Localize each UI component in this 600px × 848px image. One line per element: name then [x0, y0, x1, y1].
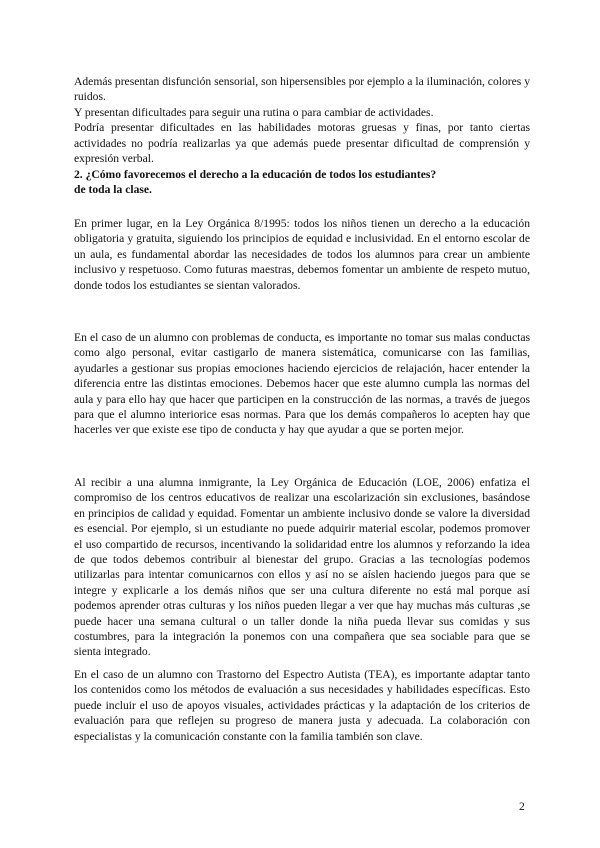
intro-section [74, 74, 530, 166]
section-heading [74, 167, 530, 198]
paragraph-text: Al recibir a una alumna inmigrante, la Ley Orgánica de Educación (LOE, 2006) enfatiza el compromiso de los centros educativos de realizar una escolarización sin exclusiones, basándose en principios de calidad y equidad. Fomentar un ambiente inclusivo donde se valore la diversidad es esencial. Por ejemplo, si un estudiante no puede adquirir material escolar, podemos promover el uso compartido de recursos, incentivando la solidaridad entre los alumnos y reforzando la idea de que todos debemos contribuir al bienestar del grupo. Gracias a las tecnologías podemos utilizarlas para intentar comunicarnos con ellos y así no se aíslen haciendo juegos para que se integre y explicarle a los demás niños que ser una cultura diferente no está mal porque así podemos aprender otras culturas y los niños pueden llegar a ver que hay muchas más culturas ,se puede hacer una semana cultural o un taller donde la niña pueda llevar sus comidas y sus costumbres, para la integración la ponemos con una compañera que sea sociable para que se sienta integrado. [74, 476, 530, 659]
paragraph-text: En primer lugar, en la Ley Orgánica 8/1995: todos los niños tienen un derecho a la educación obligatoria y gratuita, siguiendo los principios de equidad e inclusividad. En el entorno escolar de un aula, es fundamental abordar las necesidades de todos los alumnos para crear un ambiente inclusivo y respetuoso. Como futuras maestras, debemos fomentar un ambiente de respeto mutuo, donde todos los estudiantes se sientan valorados. [74, 217, 530, 292]
heading-line-1: 2. ¿Cómo favorecemos el derecho a la educación de todos los estudiantes? [74, 168, 437, 181]
paragraph-problemas-conducta [74, 330, 530, 438]
intro-line-routine: Y presentan dificultades para seguir una rutina o para cambiar de actividades. [74, 105, 434, 119]
paragraph-tea [74, 667, 530, 744]
paragraph-text: En el caso de un alumno con Trastorno del Espectro Autista (TEA), es importante adaptar tanto los contenidos como los métodos de evaluación a sus necesidades y habilidades específicas. Esto puede incluir el uso de apoyos visuales, actividades prácticas y la adaptación de los criterios de evaluación para que reflejen su progreso de manera justa y adecuada. La colaboración con especialistas y la comunicación constante con la familia también son clave. [74, 668, 530, 743]
heading-line-2: de toda la clase. [74, 183, 152, 197]
intro-line-motor: Podría presentar dificultades en las habilidades motoras gruesas y finas, por tanto ciertas actividades no podría realizarlas ya que además puede presentar dificultad de comprensión y expresión verbal. [74, 121, 530, 166]
page-number: 2 [519, 800, 525, 813]
paragraph-text: En el caso de un alumno con problemas de conducta, es importante no tomar sus malas conductas como algo personal, evitar castigarlo de manera sistemática, comunicarse con las familias, ayudarles a gestionar sus propias emociones haciendo ejercicios de relajación, hacer entender la diferencia entre las distintas emociones. Debemos hacer que este alumno cumpla las normas del aula y para ello hay que hacer que participen en la construcción de las normas, a través de juegos para que el alumno interiorice esas normas. Para que los demás compañeros lo acepten hay que hacerles ver que existe ese tipo de conducta y hay que ayudar a que se porten mejor. [74, 331, 530, 437]
intro-line-sensory: Además presentan disfunción sensorial, son hipersensibles por ejemplo a la iluminación, colores y ruidos. [74, 75, 530, 104]
paragraph-alumna-inmigrante [74, 475, 530, 660]
paragraph-ley-organica [74, 216, 530, 293]
